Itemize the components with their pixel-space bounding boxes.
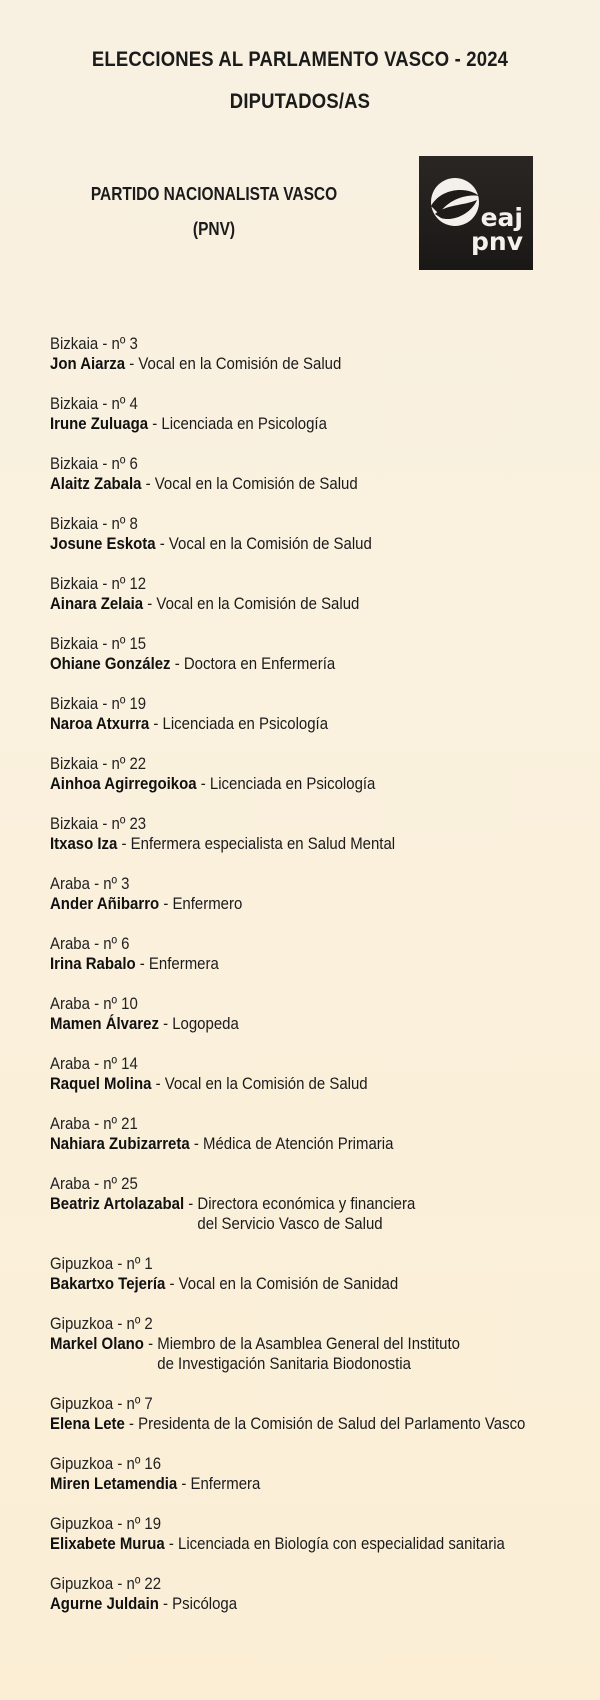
- separator: -: [117, 834, 131, 853]
- description-line: Vocal en la Comisión de Salud: [156, 594, 360, 613]
- separator: -: [125, 354, 139, 373]
- description-line: Vocal en la Comisión de Salud: [164, 1074, 368, 1093]
- deputy-name: Nahiara Zubizarreta: [50, 1134, 190, 1153]
- description-line: Vocal en la Comisión de Salud: [138, 354, 342, 373]
- party-logo: [419, 156, 533, 270]
- deputy-description: [190, 1474, 260, 1494]
- district-label: Araba - nº 21: [50, 1114, 138, 1133]
- description-line: Directora económica y financiera: [197, 1194, 416, 1213]
- deputy-line: [50, 474, 525, 494]
- deputy-name: Irune Zuluaga: [50, 414, 149, 433]
- list-item: [50, 1114, 590, 1174]
- deputy-name: Raquel Molina: [50, 1074, 152, 1093]
- separator: -: [143, 594, 157, 613]
- description-line: Licenciada en Psicología: [162, 714, 329, 733]
- list-item: [50, 1394, 590, 1454]
- list-item: [50, 334, 590, 394]
- district-label: Araba - nº 6: [50, 934, 130, 953]
- deputy-name: Markel Olano: [50, 1334, 144, 1353]
- separator: -: [189, 1134, 203, 1153]
- deputy-description: [138, 354, 341, 374]
- district-label: Araba - nº 3: [50, 874, 130, 893]
- deputy-name: Ohiane González: [50, 654, 171, 673]
- list-item: [50, 874, 590, 934]
- description-line: Médica de Atención Primaria: [202, 1134, 394, 1153]
- deputy-description: [131, 834, 395, 854]
- separator: -: [149, 714, 163, 733]
- district-label: Bizkaia - nº 4: [50, 394, 138, 413]
- deputy-name: Ainhoa Agirregoikoa: [50, 774, 197, 793]
- district-label: Bizkaia - nº 12: [50, 574, 147, 593]
- separator: -: [170, 654, 184, 673]
- district-label: Bizkaia - nº 8: [50, 514, 138, 533]
- list-item: [50, 634, 590, 694]
- deputy-line: [50, 954, 525, 974]
- separator: -: [124, 1414, 139, 1433]
- party-name: PARTIDO NACIONALISTA VASCO: [90, 184, 338, 204]
- description-line: Licenciada en Psicología: [161, 414, 327, 433]
- separator: -: [151, 1074, 165, 1093]
- deputy-name: Josune Eskota: [50, 534, 156, 553]
- description-line: Psicóloga: [172, 1594, 238, 1613]
- party-abbreviation: (PNV): [192, 219, 236, 239]
- separator: -: [159, 894, 173, 913]
- district-label: Gipuzkoa - nº 16: [50, 1454, 162, 1473]
- description-line: Doctora en Enfermería: [183, 654, 336, 673]
- deputy-name: Ander Añibarro: [50, 894, 160, 913]
- separator: -: [158, 1014, 173, 1033]
- separator: -: [158, 1594, 173, 1613]
- deputy-name: Itxaso Iza: [50, 834, 118, 853]
- separator: -: [143, 1334, 158, 1353]
- deputy-description: [172, 1014, 239, 1034]
- deputy-line: [50, 534, 525, 554]
- deputy-name: Elixabete Murua: [50, 1534, 165, 1553]
- deputy-name: Bakartxo Tejería: [50, 1274, 166, 1293]
- deputy-name: Agurne Juldain: [50, 1594, 159, 1613]
- list-item: [50, 1054, 590, 1114]
- deputy-description: [178, 1534, 505, 1554]
- deputy-line: [50, 1414, 525, 1434]
- list-item: [50, 1514, 590, 1574]
- description-line: Licenciada en Biología con especialidad sanitaria: [178, 1534, 505, 1553]
- separator: -: [165, 1274, 179, 1293]
- list-item: [50, 754, 590, 814]
- separator: -: [164, 1534, 179, 1553]
- deputy-description: [172, 1594, 237, 1614]
- deputy-line: [50, 1534, 525, 1554]
- deputy-description: [197, 1194, 415, 1234]
- district-label: Gipuzkoa - nº 19: [50, 1514, 162, 1533]
- deputy-name: Naroa Atxurra: [50, 714, 150, 733]
- list-item: [50, 814, 590, 874]
- separator: -: [141, 474, 155, 493]
- deputy-description: [161, 414, 327, 434]
- deputy-line: [50, 1274, 525, 1294]
- description-line: Vocal en la Comisión de Salud: [154, 474, 358, 493]
- list-item: [50, 574, 590, 634]
- description-line: Enfermero: [172, 894, 243, 913]
- district-label: Bizkaia - nº 22: [50, 754, 147, 773]
- deputy-line: [50, 1194, 525, 1234]
- deputy-name: Alaitz Zabala: [50, 474, 142, 493]
- deputies-list: [50, 334, 590, 1634]
- page-title: ELECCIONES AL PARLAMENTO VASCO - 2024: [91, 48, 509, 71]
- deputy-description: [179, 1274, 399, 1294]
- deputy-line: [50, 594, 525, 614]
- description-line: Logopeda: [172, 1014, 239, 1033]
- deputy-line: [50, 834, 525, 854]
- description-line: Licenciada en Psicología: [209, 774, 376, 793]
- logo-text-pnv: pnv: [471, 227, 523, 256]
- logo-text-eaj: eaj: [480, 203, 523, 232]
- description-line: Miembro de la Asamblea General del Instituto: [157, 1334, 460, 1353]
- list-item: [50, 994, 590, 1054]
- deputy-line: [50, 1594, 525, 1614]
- deputy-description: [156, 594, 359, 614]
- page-subtitle: DIPUTADOS/AS: [229, 90, 371, 113]
- deputy-name: Mamen Álvarez: [50, 1014, 159, 1033]
- district-label: Gipuzkoa - nº 7: [50, 1394, 153, 1413]
- deputy-description: [210, 774, 376, 794]
- deputy-line: [50, 1014, 525, 1034]
- list-item: [50, 1254, 590, 1314]
- logo-swirl-icon: [431, 178, 479, 226]
- deputy-description: [163, 714, 329, 734]
- deputy-description: [203, 1134, 393, 1154]
- deputy-name: Irina Rabalo: [50, 954, 136, 973]
- deputy-line: [50, 774, 525, 794]
- separator: -: [196, 774, 210, 793]
- deputy-description: [172, 894, 242, 914]
- list-item: [50, 694, 590, 754]
- description-line: Enfermera: [148, 954, 219, 973]
- district-label: Bizkaia - nº 6: [50, 454, 138, 473]
- district-label: Bizkaia - nº 19: [50, 694, 147, 713]
- description-line: Vocal en la Comisión de Sanidad: [178, 1274, 399, 1293]
- district-label: Araba - nº 25: [50, 1174, 138, 1193]
- district-label: Bizkaia - nº 15: [50, 634, 147, 653]
- list-item: [50, 1574, 590, 1634]
- deputy-line: [50, 1134, 525, 1154]
- description-line: Vocal en la Comisión de Salud: [168, 534, 372, 553]
- description-line: Enfermera: [190, 1474, 261, 1493]
- separator: -: [155, 534, 169, 553]
- description-line: Presidenta de la Comisión de Salud del Parlamento Vasco: [138, 1414, 526, 1433]
- deputy-description: [155, 474, 358, 494]
- deputy-description: [149, 954, 219, 974]
- list-item: [50, 454, 590, 514]
- description-line: del Servicio Vasco de Salud: [197, 1214, 383, 1233]
- deputy-line: [50, 1334, 525, 1374]
- list-item: [50, 514, 590, 574]
- deputy-line: [50, 654, 525, 674]
- list-item: [50, 1174, 590, 1254]
- deputy-name: Jon Aiarza: [50, 354, 126, 373]
- list-item: [50, 934, 590, 994]
- deputy-line: [50, 354, 525, 374]
- deputy-description: [157, 1334, 460, 1374]
- deputy-line: [50, 894, 525, 914]
- list-item: [50, 394, 590, 454]
- deputy-line: [50, 714, 525, 734]
- deputy-description: [169, 534, 372, 554]
- separator: -: [148, 414, 162, 433]
- deputy-line: [50, 414, 525, 434]
- deputy-line: [50, 1074, 525, 1094]
- district-label: Araba - nº 14: [50, 1054, 138, 1073]
- deputy-description: [165, 1074, 368, 1094]
- district-label: Gipuzkoa - nº 1: [50, 1254, 153, 1273]
- deputy-name: Miren Letamendia: [50, 1474, 178, 1493]
- list-item: [50, 1454, 590, 1514]
- district-label: Bizkaia - nº 3: [50, 334, 138, 353]
- district-label: Gipuzkoa - nº 2: [50, 1314, 153, 1333]
- separator: -: [177, 1474, 191, 1493]
- district-label: Bizkaia - nº 23: [50, 814, 147, 833]
- separator: -: [184, 1194, 198, 1213]
- district-label: Araba - nº 10: [50, 994, 138, 1013]
- district-label: Gipuzkoa - nº 22: [50, 1574, 162, 1593]
- deputy-name: Elena Lete: [50, 1414, 125, 1433]
- deputy-line: [50, 1474, 525, 1494]
- deputy-name: Ainara Zelaia: [50, 594, 144, 613]
- list-item: [50, 1314, 590, 1394]
- deputy-description: [138, 1414, 525, 1434]
- description-line: de Investigación Sanitaria Biodonostia: [157, 1354, 411, 1373]
- separator: -: [135, 954, 149, 973]
- deputy-description: [184, 654, 335, 674]
- deputy-name: Beatriz Artolazabal: [50, 1194, 185, 1213]
- description-line: Enfermera especialista en Salud Mental: [130, 834, 396, 853]
